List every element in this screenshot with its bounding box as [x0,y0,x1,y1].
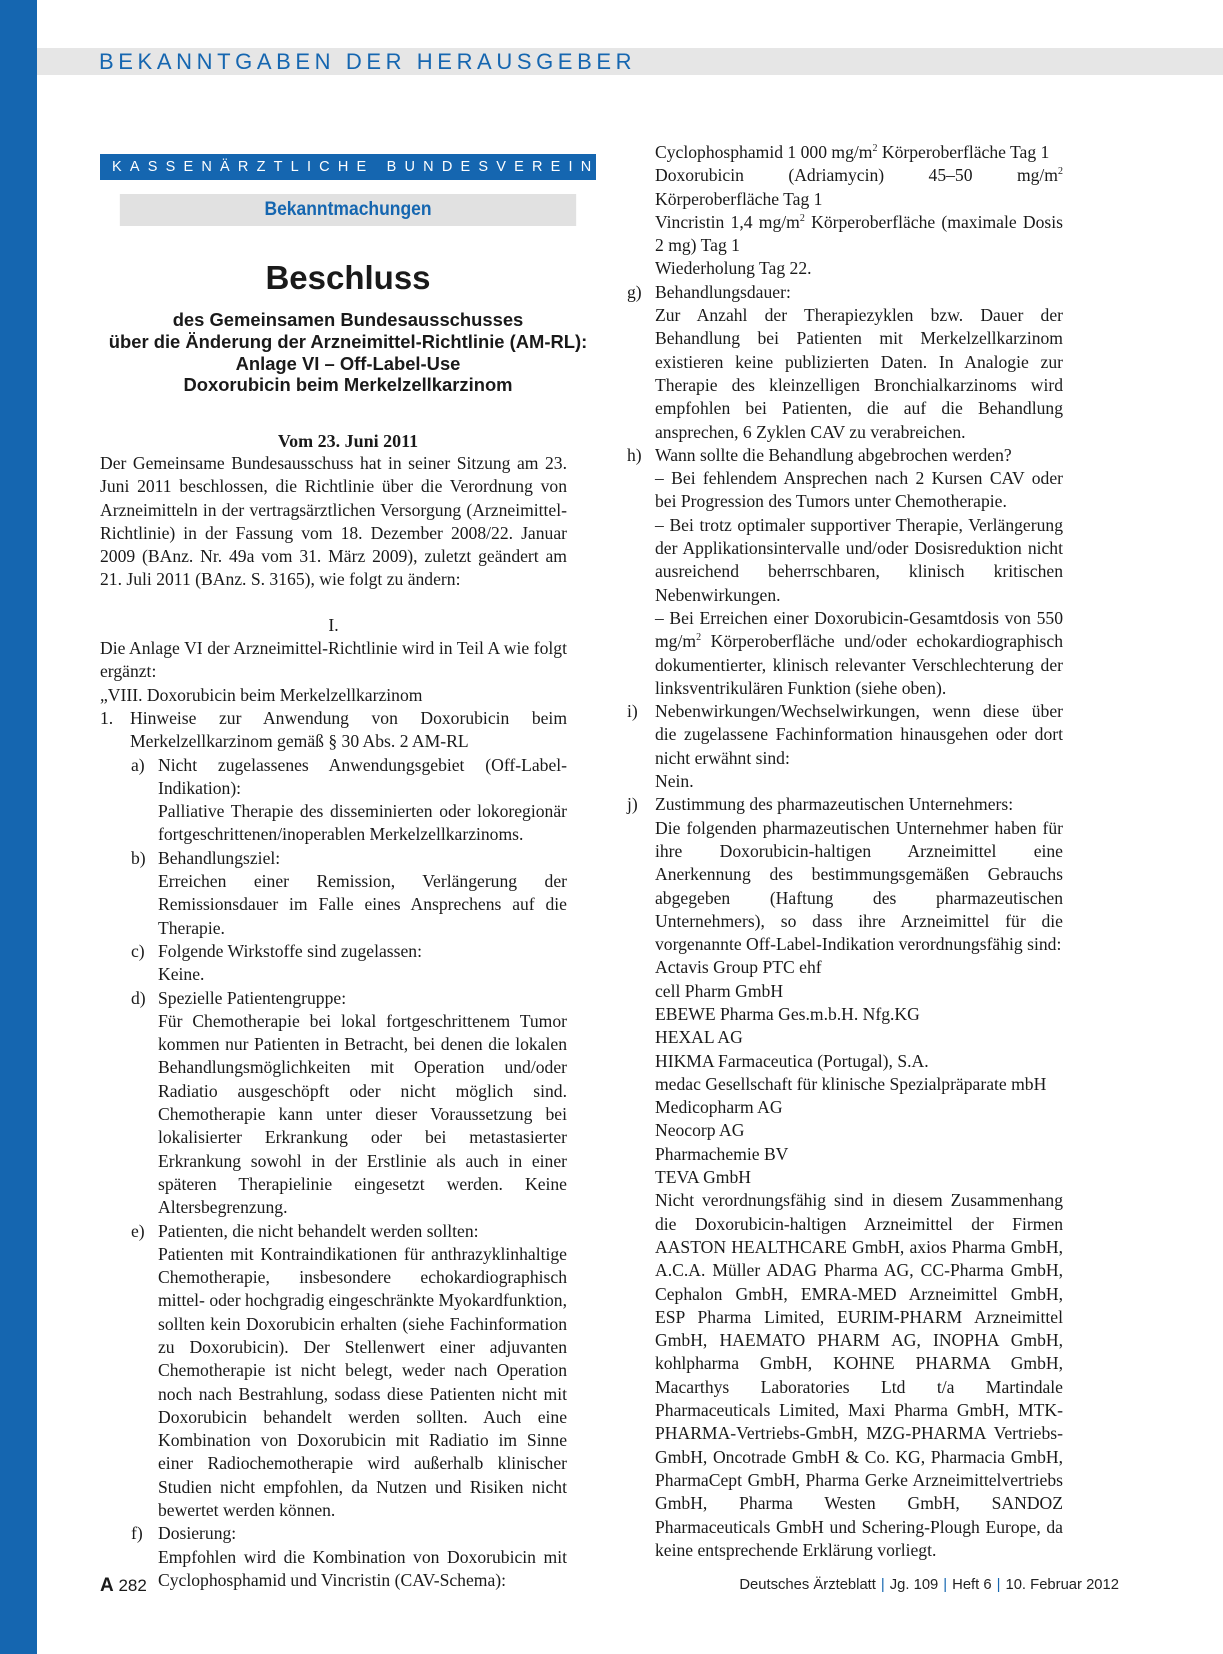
list-item-g [627,281,1063,444]
list-item: HIKMA Farmaceutica (Portugal), S.A. [655,1050,929,1071]
subtitle-line: über die Änderung der Arzneimittel-Richtlinie (AM-RL): [108,330,588,352]
subtitle-line: des Gemeinsamen Bundesausschusses [172,309,524,330]
company-list [655,956,1063,1189]
item-label: g) [627,281,642,302]
journal-date: 10. Februar 2012 [1005,1577,1119,1593]
list-item: HEXAL AG [655,1027,743,1048]
item-label: j) [627,794,638,815]
item-bullet: – Bei trotz optimaler supportiver Therapie, Verlängerung der Applikationsintervalle und/oder Dosisreduktion nicht ausreichend beherrschbaren, klinisch kritischen Nebenwirkungen. [655,514,1063,605]
list-item: Pharmachemie BV [655,1143,789,1164]
item-label: h) [627,444,642,465]
organization-banner: KASSENÄRZTLICHE BUNDESVEREINIGUNG [100,154,596,180]
section-header-band [37,48,1223,75]
list-item: medac Gesellschaft für klinische Spezialpräparate mbH [655,1073,1047,1094]
item-heading: Nicht zugelassenes Anwendungsgebiet (Off-Label-Indikation): [158,754,567,798]
item-body: Patienten mit Kontraindikationen für anthrazyklinhaltige Chemotherapie, insbesondere echokardiographisch mittel- oder hochgradig eingeschränkte Myokardfunktion, sollten kein Doxorubicin erhalten (siehe Fachinformation zu Doxorubicin). Der Stellenwert einer adjuvanten Chemotherapie ist nicht belegt, weder nach Operation noch nach Bestrahlung, sodass diese Patienten nicht mit Doxorubicin behandelt werden sollten. Auch eine Kombination von Doxorubicin mit Radiatio im Sinne einer Radiochemotherapie wird außerhalb klinischer Studien nicht empfohlen, da Nutzen und Risiken nicht bewertet werden können. [158,1243,567,1521]
list-item [131,847,567,940]
item-heading: Dosierung: [158,1523,237,1544]
intro-paragraph: Der Gemeinsame Bundesausschuss hat in seiner Sitzung am 23. Juni 2011 beschlossen, die Richtlinie über die Verordnung von Arzneimitteln in der vertragsärztlichen Versorgung (Arzneimittel-Richtlinie) in der Fassung vom 18. Dezember 2008/22. Januar 2009 (BAnz. Nr. 49a vom 31. März 2009), zuletzt geändert am 21. Juli 2011 (BAnz. S. 3165), wie folgt zu ändern: [100,453,567,590]
list-item: Actavis Group PTC ehf [655,957,822,978]
item-heading: Folgende Wirkstoffe sind zugelassen: [158,940,422,961]
item-text: Hinweise zur Anwendung von Doxorubicin beim Merkelzellkarzinom gemäß § 30 Abs. 2 AM-RL [130,707,567,752]
part-intro: Die Anlage VI der Arzneimittel-Richtlinie wird in Teil A wie folgt ergänzt: [100,638,567,682]
article-subtitle [90,309,606,396]
item-heading: Nebenwirkungen/Wechselwirkungen, wenn diese über die zugelassene Fachinformation hinausgehen oder dort nicht erwähnt sind: [655,701,1063,768]
item-bullet: – Bei Erreichen einer Doxorubicin-Gesamtdosis von 550 $mg/m^2$ Körperoberfläche und/oder echokardiographisch dokumentierter, klinisch relevanter Verschlechterung der linksventrikulären Funktion (siehe oben). [655,607,1063,698]
article-title: Beschluss [265,259,431,296]
category-banner: Bekanntmachungen [120,194,576,226]
list-item: TEVA GmbH [655,1167,751,1188]
item-label: d) [131,987,146,1008]
list-item [131,1220,567,1523]
item-body: Keine. [158,964,205,985]
list-item [131,754,567,847]
sub-items [100,754,567,1593]
right-column [627,141,1064,1562]
item-body: Palliative Therapie des disseminierten oder lokoregionär fortgeschrittenen/inoperablen Merkelzellkarzinoms. [158,801,567,845]
article-date: Vom 23. Juni 2011 [277,431,419,451]
item-body: Nein. [655,771,694,792]
list-item [131,1522,567,1592]
item-heading: Spezielle Patientengruppe: [158,987,347,1008]
item-label: 1. [100,707,114,728]
page-number: A 282 [100,1575,147,1596]
list-item-h [627,444,1063,700]
list-item [131,987,567,1220]
dosing-line: Cyclophosphamid 1 000 $mg/m^2$ Körperoberfläche Tag 1 [655,142,1050,162]
subtitle-line: Doxorubicin beim Merkelzellkarzinom [183,374,513,396]
list-item-i [627,700,1063,793]
list-item: Medicopharm AG [655,1097,783,1118]
item-heading: Zustimmung des pharmazeutischen Unternehmers: [655,794,1014,815]
item-heading: Behandlungsdauer: [655,281,791,302]
closing-paragraph: Nicht verordnungsfähig sind in diesem Zusammenhang die Doxorubicin-haltigen Arzneimittel der Firmen AASTON HEALTHCARE GmbH, axios Pharma GmbH, A.C.A. Müller ADAG Pharma AG, CC-Pharma GmbH, Cephalon GmbH, EMRA-MED Arzneimittel GmbH, ESP Pharma Limited, EURIM-PHARM Arzneimittel GmbH, HAEMATO PHARM AG, INOPHA GmbH, kohlpharma GmbH, KOHNE PHARMA GmbH, Macarthys Laboratories Ltd t/a Martindale Pharmaceuticals Limited, Maxi Pharma GmbH, MTK-PHARMA-Vertriebs-GmbH, MZG-PHARMA Vertriebs-GmbH, Oncotrade GmbH & Co. KG, Pharmacia GmbH, PharmaCept GmbH, Pharma Gerke Arzneimittelvertriebs GmbH, Pharma Westen GmbH, SANDOZ Pharmaceuticals GmbH und Schering-Plough Europe, da keine entsprechende Erklärung vorliegt. [655,1190,1063,1560]
dosing-line: Wiederholung Tag 22. [655,258,812,279]
left-color-bar [0,0,37,1654]
section-header: BEKANNTGABEN DER HERAUSGEBER [99,49,637,74]
item-label: a) [131,754,145,775]
list-item [131,940,567,987]
item-bullet: – Bei fehlendem Ansprechen nach 2 Kursen CAV oder bei Progression des Tumors unter Chemotherapie. [655,468,1063,512]
left-column [100,452,567,1592]
item-body: Zur Anzahl der Therapiezyklen bzw. Dauer der Behandlung bei Patienten mit Merkelzellkarzinom existieren keine publizierten Daten. In Analogie zur Therapie des kleinzelligen Bronchialkarzinoms wird empfohlen bei Patienten, die auf die Behandlung ansprechen, 6 Zyklen CAV zu verabreichen. [655,305,1063,442]
dosing-line: Doxorubicin (Adriamycin) 45–50 $mg/m^2$ Körperoberfläche Tag 1 [655,165,1063,209]
section-heading: „VIII. Doxorubicin beim Merkelzellkarzinom [100,684,423,705]
dosing-schedule [655,141,1063,281]
journal-info: Deutsches Ärzteblatt | Jg. 109 | Heft 6 | 10. Februar 2012 [739,1577,1119,1593]
journal-volume: Jg. 109 [889,1577,939,1593]
list-item: EBEWE Pharma Ges.m.b.H. Nfg.KG [655,1003,920,1024]
item-label: c) [131,940,145,961]
subtitle-line: Anlage VI – Off-Label-Use [235,352,461,374]
roman-numeral: I. [328,614,339,635]
item-label: b) [131,847,146,868]
journal-name: Deutsches Ärzteblatt [739,1577,876,1593]
list-item-j [627,793,1063,1562]
journal-issue: Heft 6 [952,1577,992,1593]
item-body: Empfohlen wird die Kombination von Doxorubicin mit Cyclophosphamid und Vincristin (CAV-Schema): [158,1546,567,1590]
item-label: e) [131,1220,145,1241]
item-heading: Wann sollte die Behandlung abgebrochen werden? [655,444,1012,465]
item-body: Erreichen einer Remission, Verlängerung der Remissionsdauer im Falle eines Ansprechens auf die Therapie. [158,871,567,938]
item-body: Für Chemotherapie bei lokal fortgeschrittenem Tumor kommen nur Patienten in Betracht, bei denen die lokalen Behandlungsmöglichkeiten mit Operation und/oder Radiatio ausgeschöpft oder nicht möglich sind. Chemotherapie kann unter dieser Voraussetzung bei lokalisierter Erkrankung oder bei metastasierter Erkrankung sowohl in der Erstlinie als auch in einer späteren Therapielinie eingesetzt werden. Keine Altersbegrenzung. [158,1010,567,1218]
list-item: Neocorp AG [655,1120,745,1141]
dosing-line: Vincristin 1,4 $mg/m^2$ Körperoberfläche (maximale Dosis 2 mg) Tag 1 [655,211,1064,256]
item-label: f) [131,1523,143,1544]
list-item-1 [100,707,567,754]
item-heading: Behandlungsziel: [158,847,281,868]
item-label: i) [627,701,638,722]
item-body: Die folgenden pharmazeutischen Unternehmer haben für ihre Doxorubicin-haltigen Arzneimittel eine Anerkennung des bestimmungsgemäßen Gebrauchs abgegeben (Haftung des pharmazeutischen Unternehmers), so dass ihre Arzneimittel für die vorgenannte Off-Label-Indikation verordnungsfähig sind: [655,817,1063,955]
list-item: cell Pharm GmbH [655,980,784,1001]
item-heading: Patienten, die nicht behandelt werden sollten: [158,1220,479,1241]
